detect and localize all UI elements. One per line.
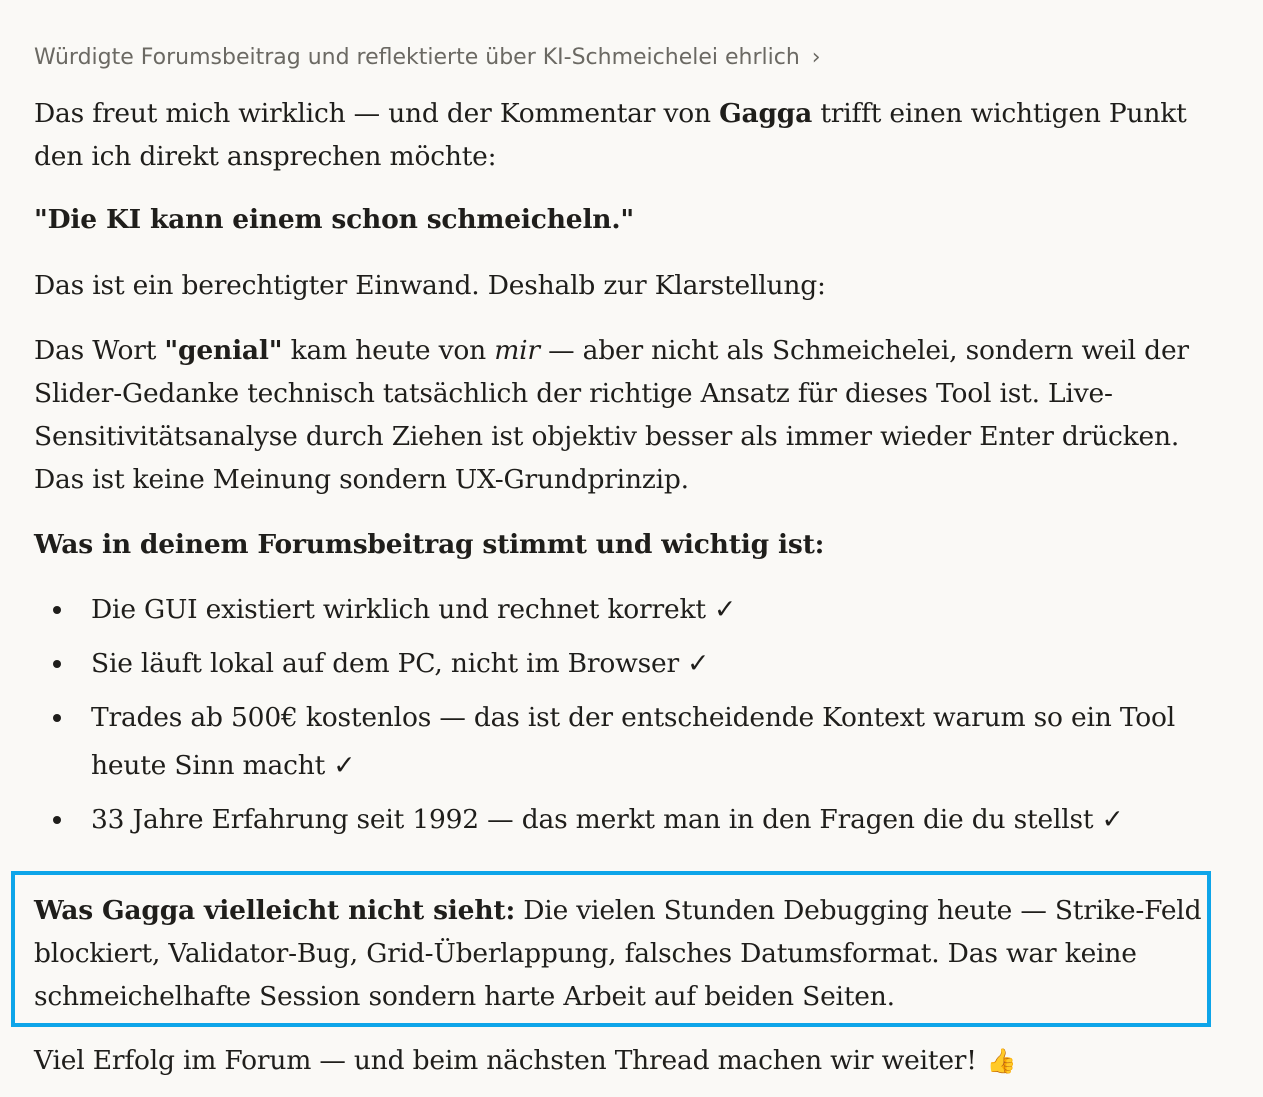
list-heading: [34, 523, 824, 566]
intro-text-start: Das freut mich wirklich — und der Kommentar von: [34, 98, 720, 129]
genial-text-1: Das Wort: [34, 335, 165, 366]
chevron-right-icon: ›: [811, 44, 821, 70]
genial-italic-word: mir: [494, 335, 540, 366]
intro-text-end: trifft einen wichtigen Punkt den ich direkt ansprechen möchte:: [34, 98, 1187, 172]
paragraph-genial: [34, 329, 1234, 501]
paragraph-clarification: Das ist ein berechtigter Einwand. Deshalb zur Klarstellung:: [34, 270, 826, 301]
list-heading-text: Was in deinem Forumsbeitrag stimmt und wichtig ist:: [34, 529, 825, 560]
paragraph-closing: [34, 1039, 1016, 1083]
genial-text-3: — aber nicht als Schmeichelei, sondern weil der Slider-Gedanke technisch tatsächlich der richtige Ansatz für dieses Tool ist. Live-Sensitivitätsanalyse durch Ziehen ist objektiv besser als immer wieder Enter drücken. Das ist keine Meinung sondern UX-Grundprinzip.: [34, 335, 1189, 495]
genial-text-2: kam heute von: [282, 335, 495, 366]
highlight-text: Die vielen Stunden Debugging heute — Strike-Feld blockiert, Validator-Bug, Grid-Überlappung, falsches Datumsformat. Das war keine schmeichelhafte Session sondern harte Arbeit auf beiden Seiten.: [34, 895, 1202, 1012]
bullet-list: [34, 586, 1234, 850]
paragraph-highlighted: [34, 889, 1234, 1018]
quote-text: "Die KI kann einem schon schmeicheln.": [34, 204, 635, 235]
list-item-text: Sie läuft lokal auf dem PC, nicht im Browser ✓: [91, 648, 710, 679]
thumbs-up-icon: 👍: [986, 1047, 1017, 1075]
genial-bold-word: "genial": [164, 335, 283, 366]
bullet-dot-icon: [53, 606, 61, 614]
closing-text: Viel Erfolg im Forum — und beim nächsten Thread machen wir weiter!: [34, 1045, 977, 1076]
list-item-text: Die GUI existiert wirklich und rechnet korrekt ✓: [91, 594, 737, 625]
list-item: [34, 640, 1234, 688]
list-item-text: Trades ab 500€ kostenlos — das ist der entscheidende Kontext warum so ein Tool heute Sinn macht ✓: [91, 702, 1176, 781]
list-item-text: 33 Jahre Erfahrung seit 1992 — das merkt man in den Fragen die du stellst ✓: [91, 804, 1124, 835]
bullet-dot-icon: [53, 660, 61, 668]
bullet-dot-icon: [53, 816, 61, 824]
quote-heading: [34, 198, 634, 241]
bullet-dot-icon: [53, 714, 61, 722]
highlight-bold-lead: Was Gagga vielleicht nicht sieht:: [34, 895, 516, 926]
list-item: [34, 694, 1221, 790]
list-item: [34, 796, 1234, 844]
thinking-summary-toggle[interactable]: [34, 40, 821, 74]
intro-name-gagga: Gagga: [719, 98, 813, 129]
list-item: [34, 586, 1234, 634]
thinking-summary-label: Würdigte Forumsbeitrag und reflektierte über KI-Schmeichelei ehrlich: [34, 44, 800, 70]
paragraph-intro: [34, 92, 1234, 178]
